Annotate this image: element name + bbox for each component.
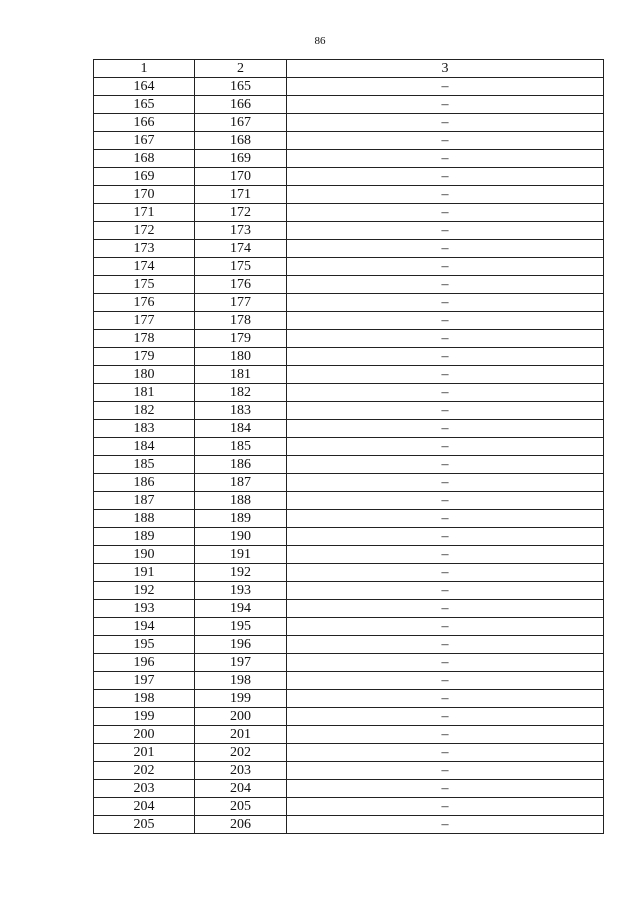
table-cell-col-2: 206 — [195, 816, 287, 834]
table-cell-col-2: 182 — [195, 384, 287, 402]
table-row — [94, 366, 604, 384]
table-row — [94, 150, 604, 168]
table-cell-col-3: – — [287, 528, 604, 546]
table-cell-col-2: 179 — [195, 330, 287, 348]
table-cell-col-1: 179 — [94, 348, 195, 366]
table-cell-col-2: 166 — [195, 96, 287, 114]
table-cell-col-3: – — [287, 636, 604, 654]
table-cell-col-1: 182 — [94, 402, 195, 420]
data-table — [93, 59, 604, 834]
table-cell-col-3: – — [287, 366, 604, 384]
table-cell-col-2: 205 — [195, 798, 287, 816]
table-cell-col-1: 178 — [94, 330, 195, 348]
table-row — [94, 420, 604, 438]
table-row — [94, 132, 604, 150]
table-cell-col-2: 184 — [195, 420, 287, 438]
table-cell-col-2: 198 — [195, 672, 287, 690]
table-row — [94, 456, 604, 474]
table-cell-col-3: – — [287, 330, 604, 348]
table-row — [94, 204, 604, 222]
table-cell-col-2: 181 — [195, 366, 287, 384]
table-cell-col-3: – — [287, 762, 604, 780]
table-cell-col-3: – — [287, 348, 604, 366]
table-cell-col-3: – — [287, 186, 604, 204]
table-row — [94, 312, 604, 330]
table-cell-col-3: – — [287, 420, 604, 438]
table-cell-col-1: 186 — [94, 474, 195, 492]
table-cell-col-3: – — [287, 492, 604, 510]
table-cell-col-2: 167 — [195, 114, 287, 132]
table-row — [94, 618, 604, 636]
table-cell-col-1: 175 — [94, 276, 195, 294]
table-cell-col-3: – — [287, 510, 604, 528]
table-cell-col-1: 192 — [94, 582, 195, 600]
table-cell-col-1: 176 — [94, 294, 195, 312]
header-row — [94, 60, 604, 78]
table-row — [94, 744, 604, 762]
table-cell-col-3: – — [287, 258, 604, 276]
table-row — [94, 330, 604, 348]
table-row — [94, 780, 604, 798]
table-cell-col-3: – — [287, 582, 604, 600]
table-cell-col-2: 186 — [195, 456, 287, 474]
table-cell-col-3: – — [287, 276, 604, 294]
table-row — [94, 222, 604, 240]
table-cell-col-3: – — [287, 222, 604, 240]
table-row — [94, 798, 604, 816]
table-cell-col-2: 199 — [195, 690, 287, 708]
table-row — [94, 528, 604, 546]
table-cell-col-3: – — [287, 240, 604, 258]
table-cell-col-1: 196 — [94, 654, 195, 672]
table-cell-col-1: 170 — [94, 186, 195, 204]
page-number: 86 — [314, 35, 326, 47]
table-row — [94, 348, 604, 366]
table-cell-col-1: 166 — [94, 114, 195, 132]
table-cell-col-1: 173 — [94, 240, 195, 258]
table-cell-col-3: – — [287, 690, 604, 708]
table-cell-col-2: 202 — [195, 744, 287, 762]
table-cell-col-3: – — [287, 546, 604, 564]
table-cell-col-2: 176 — [195, 276, 287, 294]
table-cell-col-3: – — [287, 780, 604, 798]
table-cell-col-1: 189 — [94, 528, 195, 546]
table-row — [94, 384, 604, 402]
table-row — [94, 672, 604, 690]
table-cell-col-1: 180 — [94, 366, 195, 384]
table-cell-col-1: 188 — [94, 510, 195, 528]
table-cell-col-2: 196 — [195, 636, 287, 654]
table-cell-col-1: 184 — [94, 438, 195, 456]
table-row — [94, 654, 604, 672]
table-cell-col-3: – — [287, 114, 604, 132]
table-cell-col-2: 187 — [195, 474, 287, 492]
table-cell-col-2: 194 — [195, 600, 287, 618]
table-cell-col-1: 171 — [94, 204, 195, 222]
table-row — [94, 168, 604, 186]
table-cell-col-3: – — [287, 564, 604, 582]
table-cell-col-2: 188 — [195, 492, 287, 510]
table-row — [94, 582, 604, 600]
table-row — [94, 600, 604, 618]
table-cell-col-1: 185 — [94, 456, 195, 474]
table-cell-col-2: 185 — [195, 438, 287, 456]
table-cell-col-1: 197 — [94, 672, 195, 690]
table-row — [94, 438, 604, 456]
table-cell-col-2: 183 — [195, 402, 287, 420]
table-cell-col-1: 187 — [94, 492, 195, 510]
table-cell-col-2: 169 — [195, 150, 287, 168]
table-cell-col-2: 178 — [195, 312, 287, 330]
table-cell-col-2: 192 — [195, 564, 287, 582]
table-cell-col-2: 168 — [195, 132, 287, 150]
table-cell-col-1: 204 — [94, 798, 195, 816]
table-cell-col-2: 173 — [195, 222, 287, 240]
table-cell-col-2: 189 — [195, 510, 287, 528]
table-cell-col-1: 199 — [94, 708, 195, 726]
table-row — [94, 546, 604, 564]
table-cell-col-3: – — [287, 726, 604, 744]
table-row — [94, 78, 604, 96]
table-row — [94, 474, 604, 492]
table-row — [94, 276, 604, 294]
table-row — [94, 636, 604, 654]
table-cell-col-3: – — [287, 402, 604, 420]
table-cell-col-1: 165 — [94, 96, 195, 114]
table-cell-col-3: – — [287, 438, 604, 456]
table-cell-col-3: – — [287, 132, 604, 150]
table-cell-col-3: – — [287, 654, 604, 672]
table-cell-col-3: – — [287, 384, 604, 402]
table-cell-col-3: – — [287, 816, 604, 834]
table-cell-col-3: – — [287, 456, 604, 474]
table-cell-col-2: 204 — [195, 780, 287, 798]
table-cell-col-2: 165 — [195, 78, 287, 96]
table-cell-col-1: 198 — [94, 690, 195, 708]
table-cell-col-3: – — [287, 744, 604, 762]
table-cell-col-1: 181 — [94, 384, 195, 402]
table-cell-col-2: 195 — [195, 618, 287, 636]
table-cell-col-2: 180 — [195, 348, 287, 366]
table-cell-col-3: – — [287, 312, 604, 330]
table-row — [94, 816, 604, 834]
table-cell-col-1: 200 — [94, 726, 195, 744]
table-cell-col-2: 172 — [195, 204, 287, 222]
table-cell-col-3: – — [287, 474, 604, 492]
table-row — [94, 258, 604, 276]
table-cell-col-3: – — [287, 78, 604, 96]
table-cell-col-2: 175 — [195, 258, 287, 276]
column-header-2: 2 — [195, 60, 287, 78]
table-row — [94, 492, 604, 510]
table-cell-col-2: 171 — [195, 186, 287, 204]
table-row — [94, 762, 604, 780]
table-row — [94, 114, 604, 132]
table-row — [94, 186, 604, 204]
table-row — [94, 96, 604, 114]
table-row — [94, 564, 604, 582]
table-cell-col-3: – — [287, 600, 604, 618]
table-cell-col-3: – — [287, 96, 604, 114]
table-cell-col-3: – — [287, 798, 604, 816]
table-cell-col-1: 183 — [94, 420, 195, 438]
table-cell-col-1: 190 — [94, 546, 195, 564]
table-cell-col-3: – — [287, 708, 604, 726]
table-row — [94, 294, 604, 312]
table-cell-col-3: – — [287, 150, 604, 168]
table-cell-col-2: 190 — [195, 528, 287, 546]
column-header-1: 1 — [94, 60, 195, 78]
table-cell-col-1: 202 — [94, 762, 195, 780]
table-cell-col-1: 169 — [94, 168, 195, 186]
table-row — [94, 510, 604, 528]
table-cell-col-1: 193 — [94, 600, 195, 618]
table-cell-col-1: 167 — [94, 132, 195, 150]
table-header — [94, 60, 604, 78]
table-cell-col-1: 172 — [94, 222, 195, 240]
table-cell-col-1: 194 — [94, 618, 195, 636]
table-cell-col-2: 203 — [195, 762, 287, 780]
table-cell-col-3: – — [287, 168, 604, 186]
table-cell-col-1: 195 — [94, 636, 195, 654]
table-cell-col-3: – — [287, 618, 604, 636]
table-row — [94, 726, 604, 744]
table-cell-col-1: 205 — [94, 816, 195, 834]
table-cell-col-1: 203 — [94, 780, 195, 798]
table-cell-col-2: 197 — [195, 654, 287, 672]
table-cell-col-1: 201 — [94, 744, 195, 762]
table-row — [94, 240, 604, 258]
column-header-3: 3 — [287, 60, 604, 78]
table-row — [94, 690, 604, 708]
table-cell-col-3: – — [287, 294, 604, 312]
table-cell-col-1: 164 — [94, 78, 195, 96]
table-cell-col-3: – — [287, 672, 604, 690]
table-cell-col-2: 193 — [195, 582, 287, 600]
table-cell-col-2: 170 — [195, 168, 287, 186]
table-row — [94, 708, 604, 726]
table-cell-col-1: 168 — [94, 150, 195, 168]
table-cell-col-2: 191 — [195, 546, 287, 564]
table-cell-col-1: 177 — [94, 312, 195, 330]
table-body — [94, 78, 604, 834]
table-cell-col-1: 191 — [94, 564, 195, 582]
table-cell-col-2: 200 — [195, 708, 287, 726]
table-cell-col-1: 174 — [94, 258, 195, 276]
table-cell-col-2: 177 — [195, 294, 287, 312]
table-cell-col-2: 201 — [195, 726, 287, 744]
table-cell-col-2: 174 — [195, 240, 287, 258]
table-row — [94, 402, 604, 420]
table-cell-col-3: – — [287, 204, 604, 222]
